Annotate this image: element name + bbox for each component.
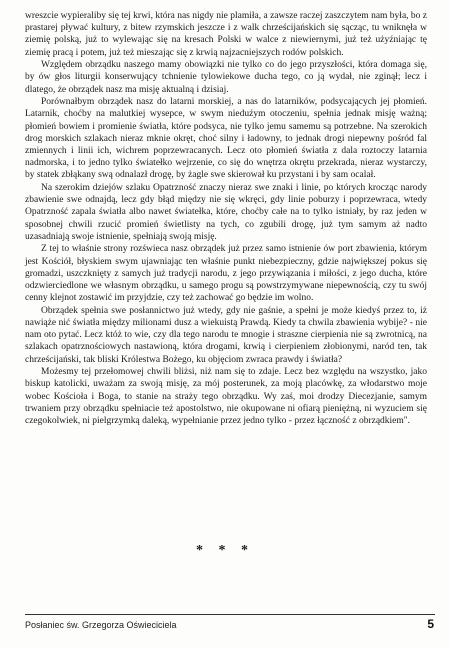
- paragraph: wreszcie wypieraliby się tej krwi, która nas nigdy nie plamiła, a zawsze raczej zaszczytem nam była, bo z prastarej pływać kultury, z bitew rzymskich jeszcze i z walk chrześcijańskich się sącząc, tu wniknęła w ziemię polską, już to wylewając się na kresach Polski w walce z niewiernymi, już też użyźniając tę ziemię pracą i potem, już też mieszając się z krwią najzacniejszych rodów polskich.: [25, 11, 427, 58]
- section-separator: * * *: [196, 543, 254, 558]
- paragraph: Porównałbym obrządek nasz do latarni morskiej, a nas do latarników, podsycających jej płomień. Latarnik, choćby na malutkiej wysepce, w swym nieduźym otoczeniu, spełnia jednak misję ważną; płomień bowiem i promienie światła, które podsyca, nie tylko jemu samemu są potrzebne. Na szerokich drog morskich szlakach nieraz mknie okręt, choć silny i ładowny, to jednak drogi niepewny pośród fal zmiennych i linii ich, wichrem poprzewracanych. Lecz oto płomień światła z dala roztoczy latarnia nadmorska, i to jedno tylko światełko wejrzenie, co się do wnętrza okrętu przekrada, nieraz wystarczy, by statek zbłąkany swą odnalazł drogę, by żagle swe skierował ku przystani i by sam ocalał.: [25, 97, 427, 181]
- paragraph: Względem obrządku naszego mamy obowiązki nie tylko co do jego przyszłości, która domaga się, by ów głos liturgii konserwujący tchnienie tylowiekowe ducha tego, co ją wydał, nie zginął; lecz i dlatego, że obrządek nasz ma misję aktualną i dzisiaj.: [25, 60, 427, 95]
- page-number: 5: [427, 617, 434, 631]
- paragraph: Z tej to właśnie strony rozświeca nasz obrządek już przez samo istnienie ów port zbawienia, którym jest Kościół, błyskiem swym ujawniając ten właśnie punkt niebezpieczny, gdzie największej pokus się gromadzi, uszczknięty z samych już tradycji narodu, z jego przywiązania i miłości, z jego ducha, które odzwierciedlone we własnym obrządku, u samego progu są powstrzymywane niepewnością, czy tu swój cenny klejnot zostawić im przyjdzie, czy też zachować go będzie im wolno.: [25, 244, 427, 304]
- paragraph: Na szerokim dziejów szlaku Opatrzność znaczy nieraz swe znaki i linie, po których krocząc narody zbawienie swe odnajdą, lecz gdy błąd między nie się wkręci, gdy linie poburzy i poprzewraca, wtedy Opatrzność zapala światła albo nawet światełka, które, choćby całe na to tylko istniały, by raz jeden w sposobnej chwili rzucić promień świetlisty na tych, co zgubili drogę, już tym samym aż nadto uzasadniają swoje istnienie, spełniają swoją misję.: [25, 183, 427, 242]
- footer-divider: [25, 614, 435, 615]
- paragraph: Obrządek spełnia swe posłannictwo już wtedy, gdy nie gaśnie, a spełni je może kiedyś przez to, iż nawiąże nić światła między milionami dusz a wiekuistą Prawdą. Kiedy ta chwila zbawienia wybije? - nie nam oto pytać. Lecz któż to wie, czy dla tego narodu te mnogie i straszne cierpienia nie są zwrotnicą, na szlakach opatrznościowych nastawioną, która drogami, krwią i cierpieniem złobionymi, naród ten, tak chrześcijański, tak bliski Królestwa Bożego, ku objęciom zwraca prawdy i światła?: [25, 305, 427, 365]
- paragraph: Możesmy tej przełomowej chwili bliżsi, niż nam się to zdaje. Lecz bez względu na wszystko, jako biskup katolicki, uważam za swoją misję, za mój posterunek, za moją placówkę, za włodarstwo moje wobec Kościoła i Boga, to stanie na straży tego obrządku. Wy zaś, moi drodzy Diecezjanie, samym trwaniem przy obrządku spełniacie też apostolstwo, nie okupowane ni ofiarą pieniężną, ni wyzuciem się czegokolwiek, ni pielgrzymką daleką, wypełnianie przez jedno tylko - przez łączność z obrządkiem".: [25, 367, 427, 427]
- footer-publication-title: Posłaniec św. Grzegorza Oświeciciela: [25, 620, 177, 630]
- article-body: [25, 10, 427, 428]
